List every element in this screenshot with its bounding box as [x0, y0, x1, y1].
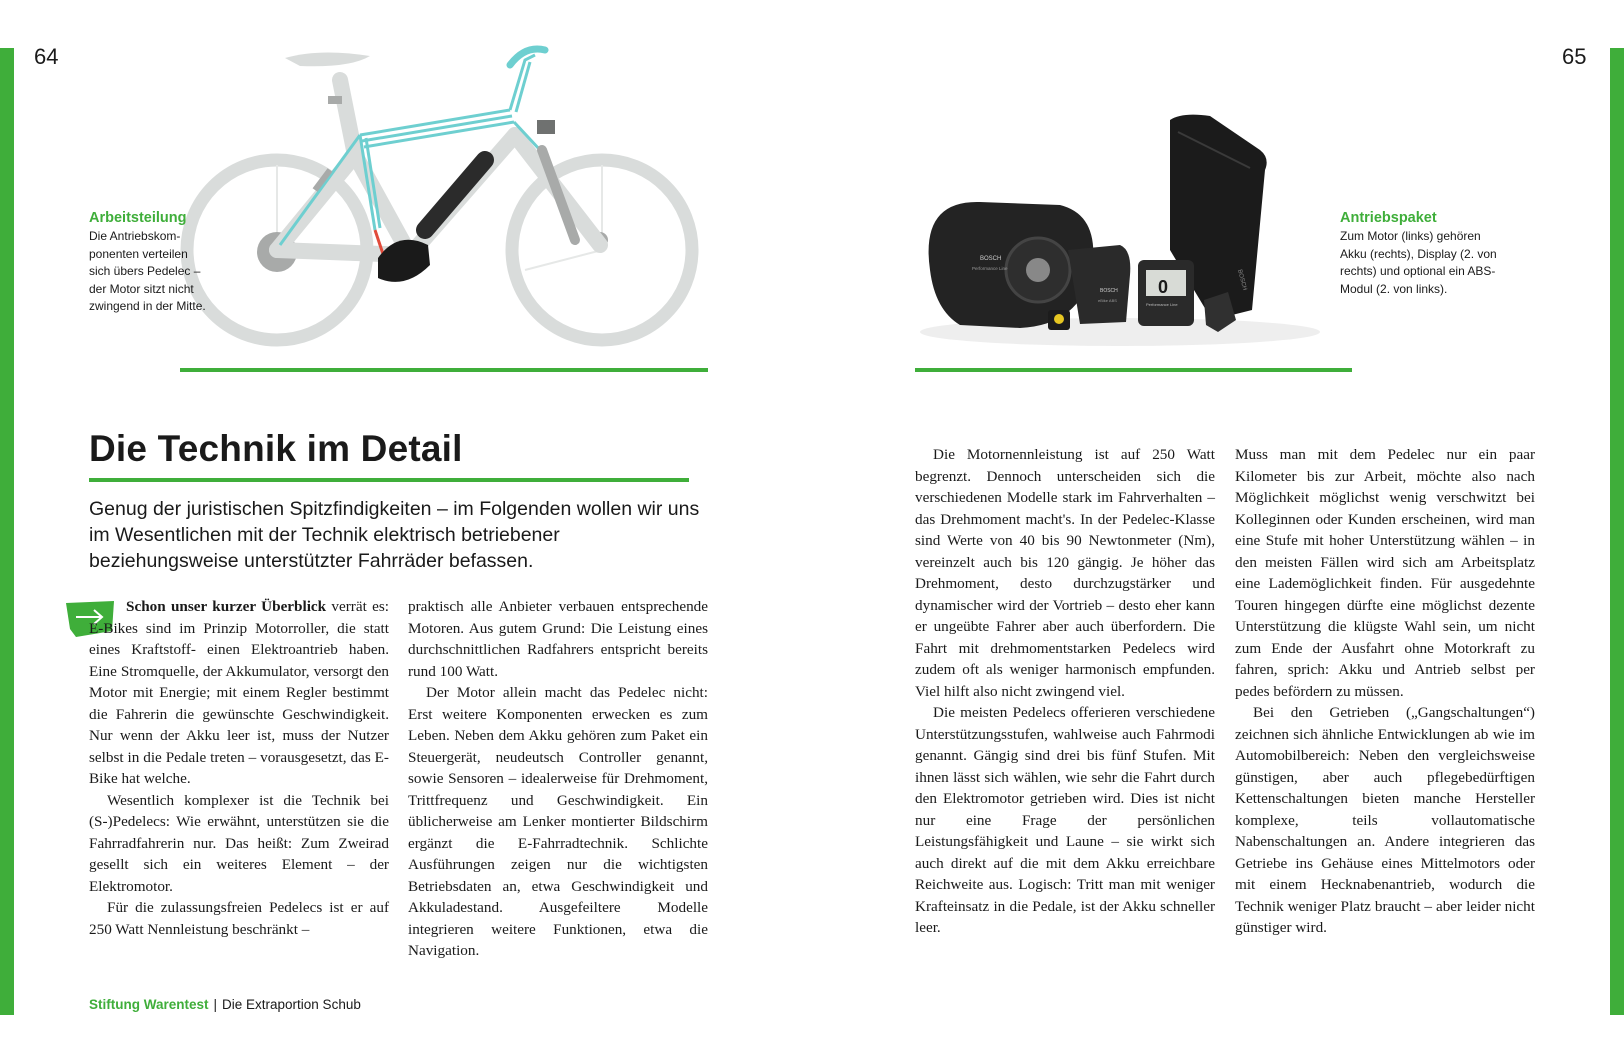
caption-line: sich übers Pedelec – [89, 264, 201, 278]
lead-paragraph: Genug der juristischen Spitzfindigkeiten – im Folgenden wollen wir uns im Wesentlichen mit der Technik elektrisch betriebener beziehungsweise unterstützter Fahrräder befassen. [89, 498, 700, 572]
paragraph: Der Motor allein macht das Pedelec nicht: Erst weitere Komponenten erwecken es zum Leben. Neben dem Akku gehören zum Paket ein Steuergerät, neudeutsch Controller genannt, sowie Sensoren – idealerweise für Drehmoment, Trittfrequenz und Geschwindigkeit. Ein üblicherweise am Lenker montierter Bildschirm ergänzt die E-Fahrradtechnik. Schlichte Ausführungen zeigen nur die wichtigsten Betriebsdaten an, etwa Geschwindigkeit und Akkuladestand. Ausgefeiltere Modelle integrieren weitere Funktionen, etwa die Navigation. [408, 684, 708, 959]
caption-title: Antriebspaket [1340, 210, 1437, 226]
handlebar [510, 49, 545, 65]
figure-rule-right [915, 368, 1352, 372]
footer-brand: Stiftung Warentest [89, 997, 209, 1012]
right-edge-bar [1610, 48, 1624, 1015]
paragraph: Bei den Getrieben („Gangschaltungen“) zeichnen sich ähnliche Entwicklungen ab wie im Automobilbereich: Neben den vergleichsweise günstigen, aber auch pflegebedürftigen Kettenschaltungen bieten manche Hersteller komplexe, teils vollautomatische Nabenschaltungen an. Andere integrieren das Getriebe ins Gehäuse eines Mittelmotors oder mit einem Hecknabenantrieb, wodurch die Technik weniger Platz braucht – aber leider nicht günstiger wird. [1235, 704, 1535, 936]
text-column-4 [1235, 444, 1535, 939]
bicycle-illustration [180, 40, 720, 360]
footer-separator: | [213, 997, 218, 1012]
text-column-3 [915, 444, 1215, 939]
abs-module [1068, 245, 1130, 324]
page-title: Die Technik im Detail [89, 428, 463, 469]
paragraph: Muss man mit dem Pedelec nur ein paar Kilometer bis zur Arbeit, möchte also nach Möglichkeit möglichst wenig verschwitzt bei Kolleginnen oder Kunden erscheinen, wird man eine Stufe mit hoher Unterstützung wählen – in den meisten Fällen wird sich am Arbeitsplatz eine Lademöglichkeit finden. Für ausgedehnte Touren hingegen dürfte eine möglichst dezente Unterstützung die klügste Wahl sein, um nicht zum Ende der Ausfahrt ohne Motorkraft zu fahren, sprich: Akku und Antrieb selbst per pedes befördern zu müssen. [1235, 446, 1535, 700]
paragraph: Wesentlich komplexer ist die Technik bei (S-)Pedelecs: Wie erwähnt, unterstützen sie die Fahrradfahrerin nur. Das heißt: Zum Zweirad gesellt sich ein weiteres Element – der Elektromotor. [89, 791, 389, 895]
caption-line: Die Antriebskom- [89, 229, 181, 243]
paragraph: Für die zulassungsfreien Pedelecs ist er auf 250 Watt Nennleistung beschränkt – [89, 899, 389, 938]
figure-caption-left [89, 209, 229, 316]
caption-line: Zum Motor (links) gehören [1340, 229, 1481, 243]
caption-line: rechts) und optional ein ABS- [1340, 264, 1496, 278]
page-number-left: 64 [34, 44, 59, 69]
headline-rule [89, 478, 689, 482]
abs-brand: BOSCH [1100, 288, 1118, 294]
left-edge-bar [0, 48, 14, 1015]
frame-battery [425, 160, 485, 230]
paragraph [89, 596, 389, 790]
caption-title: Arbeitsteilung [89, 210, 187, 226]
paragraph: praktisch alle Anbieter verbauen entsprechende Motoren. Aus gutem Grund: Die Leistung eines durchschnittlichen Radfahrers entspricht bereits rund 100 Watt. [408, 598, 708, 680]
paragraph: Die Motornennleistung ist auf 250 Watt begrenzt. Dennoch unterscheiden sich die verschiedenen Modelle stark im Fahrverhalten – das Drehmoment macht's. In der Pedelec-Klasse sind Werte von 40 bis 90 Newtonmeter (Nm), vereinzelt auch bis 120 gängig. Je höher das Drehmoment, desto durchzugstärker und dynamischer wird der Vortrieb – desto eher kann er ungeübte Fahrer aber auch überfordern. Die Fahrt mit drehmomentstarken Pedelecs wird zudem oft als weniger harmonisch empfunden. Viel hilft also nicht zwingend viel. [915, 446, 1215, 700]
caption-line: zwingend in der Mitte. [89, 299, 206, 313]
motor-line-label: Performance Line [972, 266, 1008, 271]
text-column-1 [89, 596, 389, 940]
text-column-2 [408, 596, 708, 962]
display-reading: 0 [1158, 277, 1169, 297]
abs-label: eBike ABS [1098, 298, 1117, 303]
page-number-right: 65 [1562, 44, 1587, 69]
figure-rule-left [180, 368, 708, 372]
footer-book-title: Die Extraportion Schub [222, 997, 361, 1012]
running-footer [89, 997, 361, 1012]
display-line-label: Performance Line [1146, 302, 1178, 307]
caption-line: Akku (rechts), Display (2. von [1340, 246, 1497, 261]
product-photo [920, 110, 1340, 355]
lead-in: Schon unser kurzer Überblick [126, 598, 327, 615]
motor-brand: BOSCH [980, 256, 1002, 262]
caption-line: der Motor sitzt nicht [89, 281, 194, 296]
caption-line: Modul (2. von links). [1340, 281, 1448, 296]
caption-line: ponenten verteilen [89, 246, 188, 261]
bike-display [537, 120, 555, 134]
battery-brand: BOSCH [1236, 268, 1248, 292]
paragraph: Die meisten Pedelecs offerieren verschiedene Unterstützungsstufen, wahlweise auch Fahrmodi genannt. Gängig sind drei bis fünf Stufen. Mit ihnen lässt sich wählen, wie sehr die Fahrt durch den Elektromotor getrieben wird. Dies ist nicht nur eine Frage der persönlichen Leistungsfähigkeit und Laune – sie wirkt sich auch direkt auf die mit dem Akku erreichbare Reichweite aus. Logisch: Tritt man mit weniger Krafteinsatz in die Pedale, ist der Akku schneller leer. [915, 704, 1215, 936]
saddle [285, 52, 370, 66]
paragraph-text: verrät es: E-Bikes sind im Prinzip Motorroller, die statt eines Kraftstoff- einen Elektroantrieb haben. Eine Stromquelle, der Akkumulator, versorgt den Motor mit Energie; mit einem Regler bestimmt die Fahrerin die gewünschte Geschwindigkeit. Nur wenn der Akku leer ist, muss der Nutzer selbst in die Pedale treten – vorausgesetzt, das E-Bike hat welche. [89, 598, 389, 787]
figure-caption-right [1340, 209, 1540, 298]
